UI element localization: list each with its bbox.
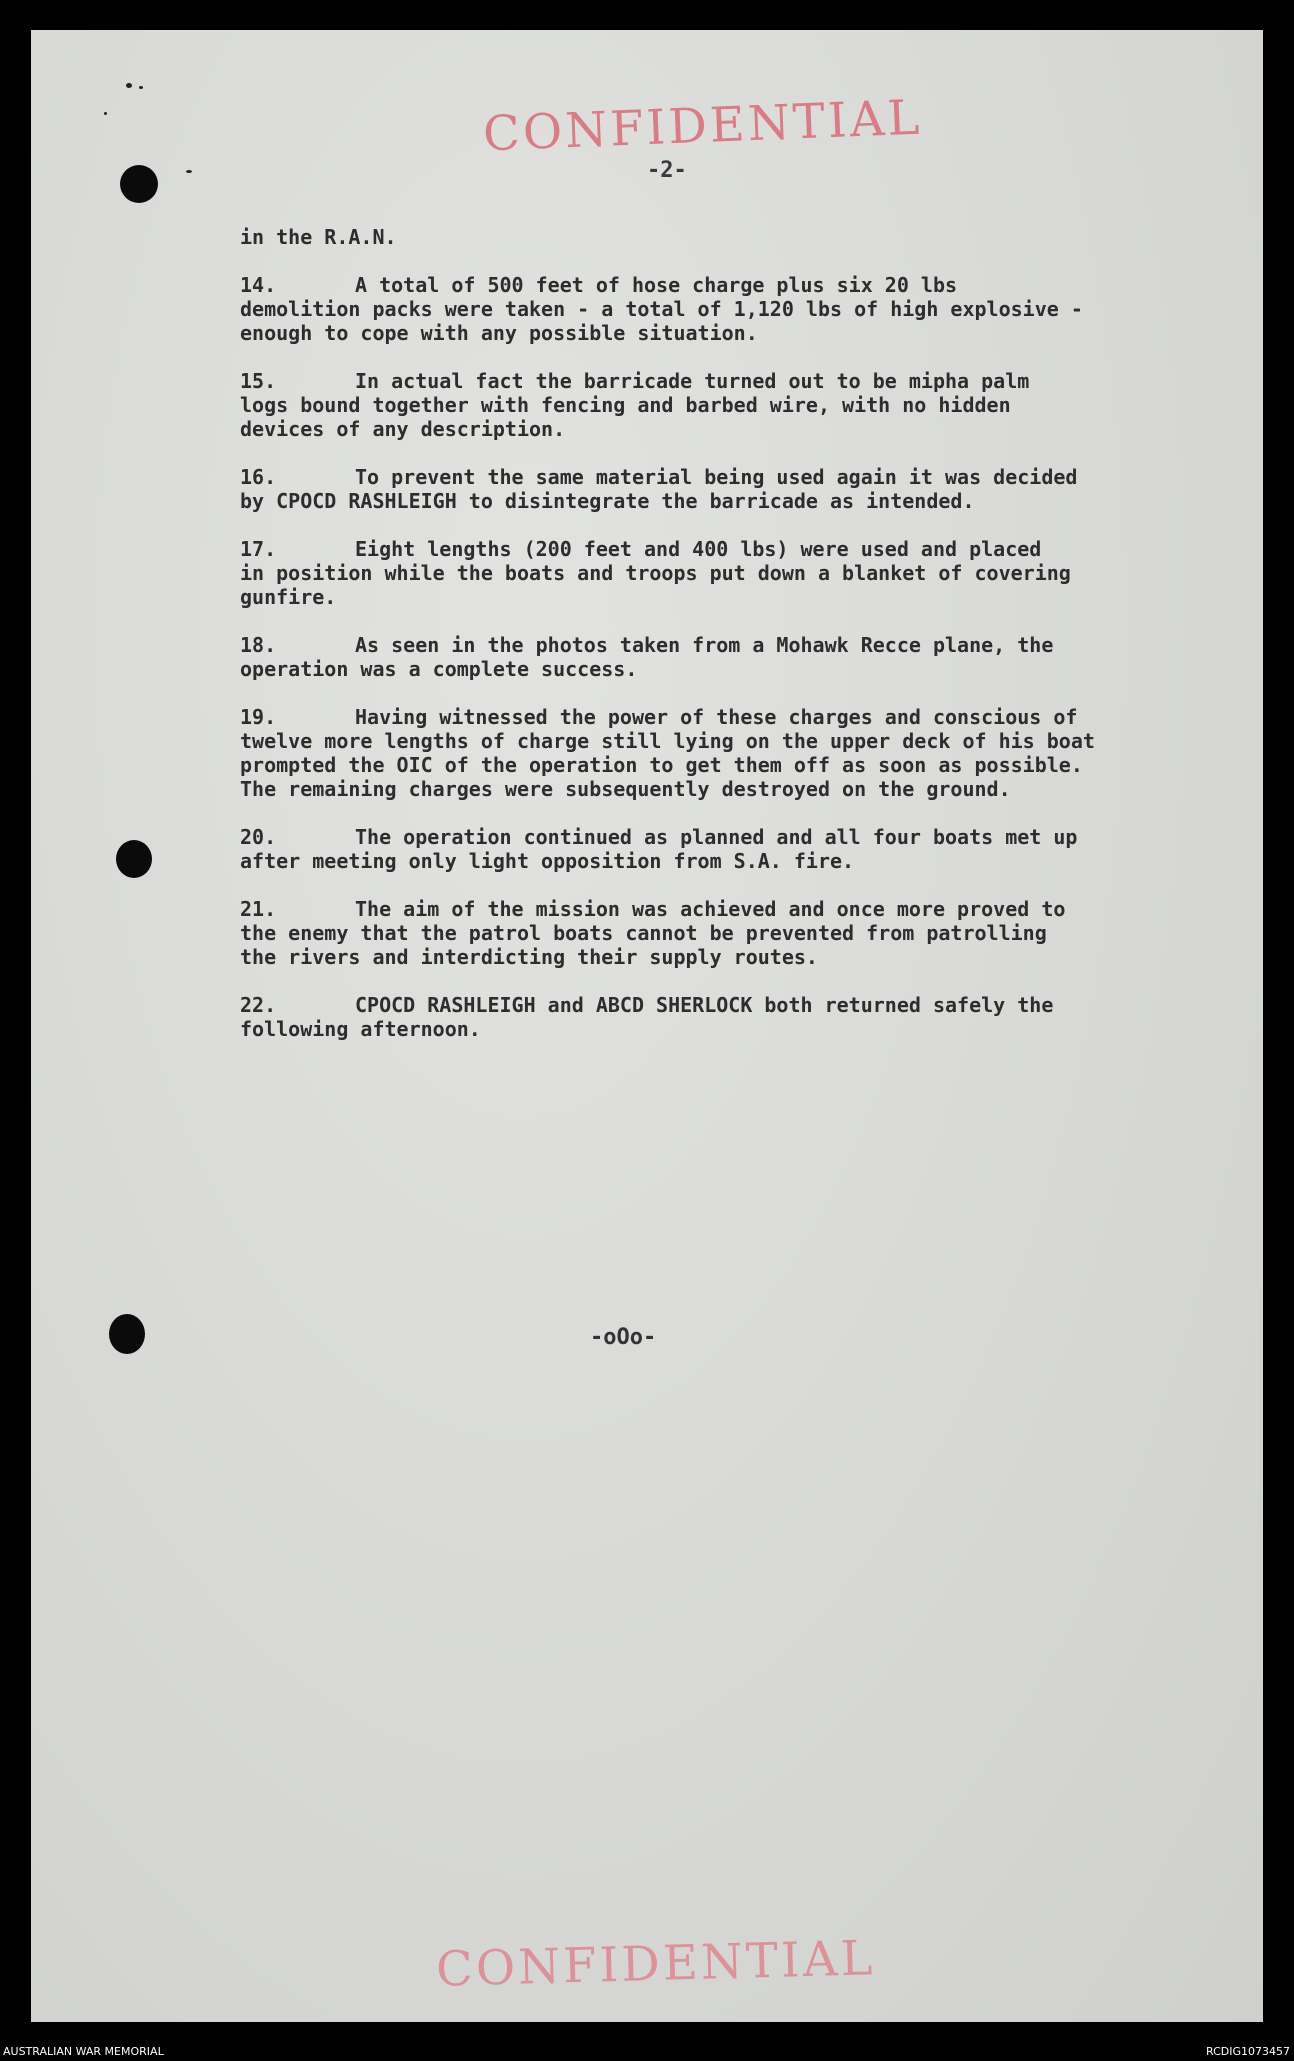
paragraph-18: 18. As seen in the photos taken from a Mohawk Recce plane, the operation was a complete success. — [240, 633, 1054, 681]
paragraph-number: 17. — [240, 537, 277, 561]
continuation-line: in the R.A.N. — [240, 225, 397, 249]
punch-hole-top — [120, 165, 158, 203]
paragraph-number: 19. — [240, 705, 277, 729]
paragraph-21: 21. The aim of the mission was achieved and once more proved to the enemy that the patrol boats cannot be prevented from patrolling the rivers and interdicting their supply routes. — [240, 897, 1066, 969]
paragraph-22: 22. CPOCD RASHLEIGH and ABCD SHERLOCK both returned safely the following afternoon. — [240, 993, 1054, 1041]
punch-hole-middle — [116, 840, 152, 878]
paragraph-16: 16. To prevent the same material being used again it was decided by CPOCD RASHLEIGH to disintegrate the barricade as intended. — [240, 465, 1078, 513]
punch-hole-bottom — [109, 1314, 145, 1354]
paragraph-number: 16. — [240, 465, 277, 489]
paragraph-number: 22. — [240, 993, 277, 1017]
paragraph-17: 17. Eight lengths (200 feet and 400 lbs) were used and placed in position while the boats and troops put down a blanket of covering gunfire. — [240, 537, 1071, 609]
paragraph-number: 18. — [240, 633, 277, 657]
paragraph-15: 15. In actual fact the barricade turned out to be mipha palm logs bound together with fencing and barbed wire, with no hidden devices of any description. — [240, 369, 1030, 441]
archive-identifier: RCDIG1073457 — [1205, 2045, 1290, 2058]
end-mark: -oOo- — [590, 1325, 657, 1350]
page-number: -2- — [647, 158, 687, 183]
confidential-stamp-bottom: CONFIDENTIAL — [435, 1930, 877, 1998]
paragraph-number: 21. — [240, 897, 277, 921]
confidential-stamp-top: CONFIDENTIAL — [482, 89, 924, 163]
paragraph-number: 15. — [240, 369, 277, 393]
archive-credit: AUSTRALIAN WAR MEMORIAL — [3, 2045, 164, 2058]
paragraph-20: 20. The operation continued as planned and all four boats met up after meeting only light opposition from S.A. fire. — [240, 825, 1078, 873]
paragraph-number: 14. — [240, 273, 277, 297]
document-body — [240, 225, 1160, 1041]
paragraph-14: 14. A total of 500 feet of hose charge plus six 20 lbs demolition packs were taken - a total of 1,120 lbs of high explosive - enough to cope with any possible situation. — [240, 273, 1083, 345]
paragraph-19: 19. Having witnessed the power of these charges and conscious of twelve more lengths of charge still lying on the upper deck of his boat prompted the OIC of the operation to get them off as soon as possible. The remaining charges were subsequently destroyed on the ground. — [240, 705, 1095, 801]
paragraph-number: 20. — [240, 825, 277, 849]
